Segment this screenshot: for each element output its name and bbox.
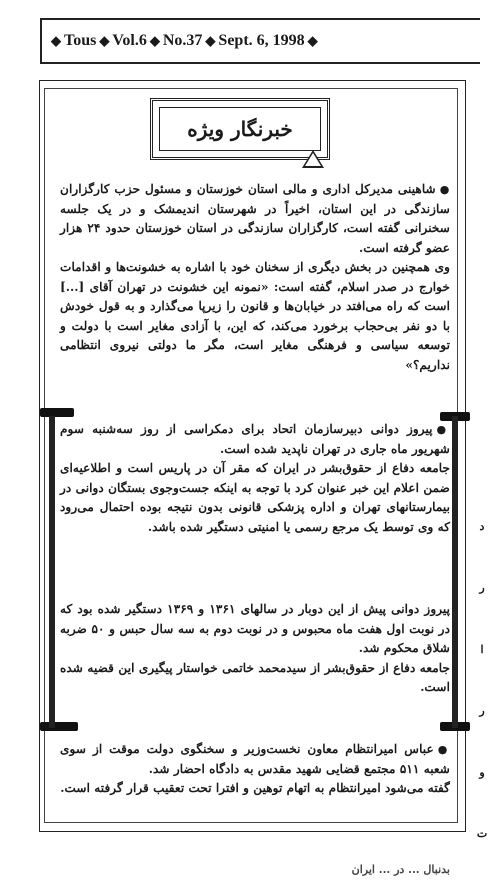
bullet-icon: ● [437, 743, 450, 756]
paragraph-text: عباس امیرانتظام معاون نخست‌وزیر و سخنگوی دولت موقت از سوی شعبه ۵۱۱ مجتمع قضایی شهید مقدس به دادگاه احضار شد. [60, 742, 450, 776]
paragraph-text: جامعه دفاع از حقوق‌بشر از سیدمحمد خاتمی خواستار پیگیری این قضیه شده است. [60, 660, 450, 694]
masthead [40, 18, 480, 64]
edge-marks [474, 520, 490, 840]
edge-mark: و [479, 765, 485, 779]
paragraph-text: وی همچنین در بخش دیگری از سخنان خود با اشاره به خشونت‌ها و اقدامات خوارج در صدر اسلام، گفته است: «نمونه این خشونت در تهران آقای [...] است که راه می‌افتد در خیابان‌ها و قانون را زیرپا می‌گذارد و به قول خودش با دو نفر بی‌حجاب برخورد می‌کند، که این، با آزادی مغایر است با دولت و توسعه سیاسی و فرهنگی مغایر است، مگر ما دولتی نیروی انتظامی نداریم؟» [60, 260, 450, 372]
paragraph-text: جامعه دفاع از حقوق‌بشر در ایران که مقر آن در پاریس است و اطلاعیه‌ای ضمن اعلام این خبر عنوان کرد با توجه به اینکه جست‌وجوی بستگان دوانی در بیمارستانهای تهران و اداره پزشکی قانونی بدون نتیجه بوده احتمال می‌رود که وی توسط یک مرجع رسمی یا امنیتی دستگیر شده باشد. [60, 461, 450, 534]
diamond-icon: ◆ [307, 33, 318, 48]
paragraph-text: گفته می‌شود امیرانتظام به اتهام توهین و افترا تحت تعقیب قرار گرفته است. [60, 781, 450, 795]
bullet-icon: ● [439, 183, 450, 196]
masthead-date: Sept. 6, 1998 [218, 32, 305, 49]
masthead-issue: No.37 [162, 32, 203, 49]
section-title: خبرنگار ویژه [159, 107, 321, 151]
masthead-paper: Tous [64, 32, 97, 49]
scan-vertical-bar [49, 416, 55, 728]
scan-bar [40, 408, 74, 417]
paragraph-text: شاهینی مدیرکل اداری و مالی استان خوزستان و مسئول حزب کارگزاران سازندگی در این استان، اخیراً در شهرستان اندیمشک و در یک جلسه سخنرانی گفته است، کارگزاران سازندگی در استان خوزستان حدود ۲۴ هزار عضو گرفته است. [60, 182, 450, 255]
paragraph [60, 740, 450, 779]
paragraph [60, 180, 450, 258]
bottom-fragment: بدنبال ... در ... ایران [351, 863, 450, 876]
edge-mark: د [479, 520, 485, 533]
diamond-icon: ◆ [99, 33, 110, 48]
article-block-1 [60, 180, 450, 375]
scan-bar [40, 722, 78, 731]
paragraph [60, 420, 450, 459]
scan-vertical-bar [452, 416, 458, 728]
edge-mark: ا [480, 642, 484, 656]
paragraph [60, 459, 450, 537]
masthead-volume: Vol.6 [112, 32, 147, 49]
diamond-icon: ◆ [149, 33, 160, 48]
paragraph-text: پیروز دوانی دبیرسازمان اتحاد برای دمکراسی از روز سه‌شنبه سوم شهریور ماه جاری در تهران ناپدید شده است. [60, 422, 450, 456]
edge-mark: ت [476, 826, 488, 840]
diamond-icon: ◆ [51, 33, 61, 48]
paragraph-text: پیروز دوانی پیش از این دوبار در سالهای ۱۳۶۱ و ۱۳۶۹ دستگیر شده بود که در نوبت اول هفت ماه محبوس و در نوبت دوم به سه سال حبس و ۵۰ ضربه شلاق محکوم شد. [60, 602, 450, 655]
article-block-4 [60, 740, 450, 799]
paragraph [60, 659, 450, 698]
bullet-icon: ● [436, 423, 450, 436]
article-block-2 [60, 420, 450, 537]
paragraph [60, 258, 450, 375]
edge-mark: ر [479, 704, 485, 718]
paragraph [60, 779, 450, 799]
edge-mark: ر [479, 581, 485, 595]
diamond-icon: ◆ [205, 33, 216, 48]
article-block-3 [60, 600, 450, 698]
heading-pointer-triangle [302, 150, 324, 168]
paragraph [60, 600, 450, 659]
